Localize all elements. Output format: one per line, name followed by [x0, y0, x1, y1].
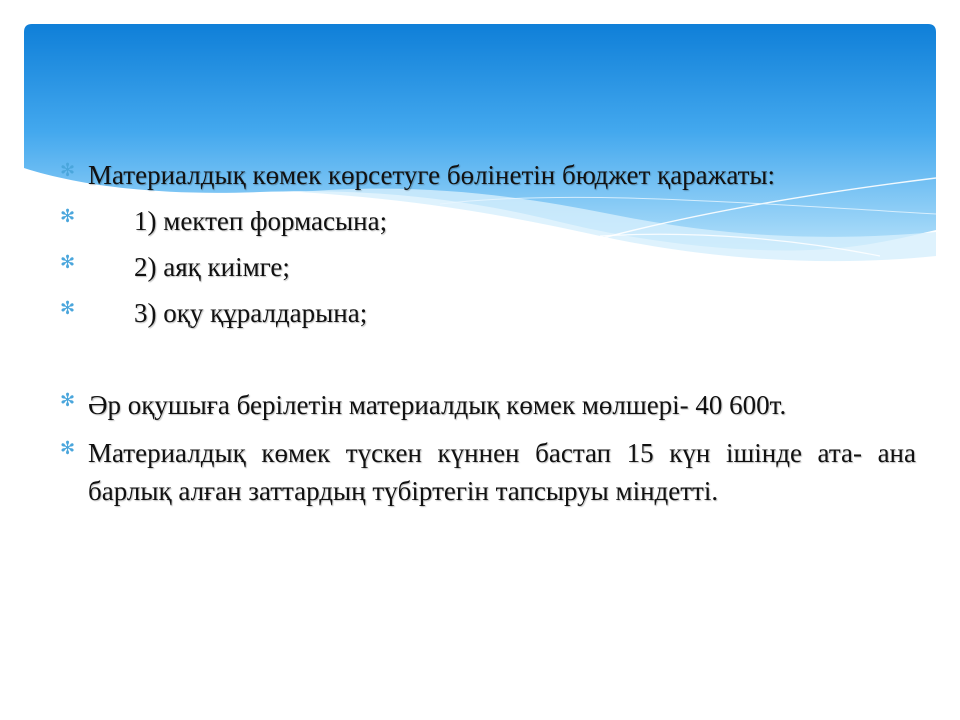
bullet-item-uniform: [60, 202, 916, 240]
bullet-text: Материалдық көмек көрсетуге бөлінетін бюджет қаражаты:: [88, 160, 776, 190]
asterisk-bullet-icon: ✻: [60, 390, 76, 411]
asterisk-bullet-icon: ✻: [60, 438, 76, 459]
bullet-text: 3) оқу құралдарына;: [134, 298, 368, 328]
bullet-item-amount: [60, 386, 916, 424]
asterisk-bullet-icon: ✻: [60, 298, 76, 319]
bullet-text: Әр оқушыға берілетін материалдық көмек мөлшері- 40 600т.: [88, 390, 787, 420]
bullet-item-budget: [60, 156, 916, 194]
bullet-item-supplies: [60, 294, 916, 332]
asterisk-bullet-icon: ✻: [60, 206, 76, 227]
asterisk-bullet-icon: ✻: [60, 160, 76, 181]
bullet-text: 1) мектеп формасына;: [134, 206, 388, 236]
bullet-item-shoes: [60, 248, 916, 286]
bullet-text: 2) аяқ киімге;: [134, 252, 290, 282]
asterisk-bullet-icon: ✻: [60, 252, 76, 273]
bullet-item-receipt: [60, 434, 916, 510]
bullet-text: Материалдық көмек түскен күннен бастап 15 күн ішінде ата- ана барлық алған заттардың түбіртегін тапсыруы міндетті.: [88, 438, 916, 506]
